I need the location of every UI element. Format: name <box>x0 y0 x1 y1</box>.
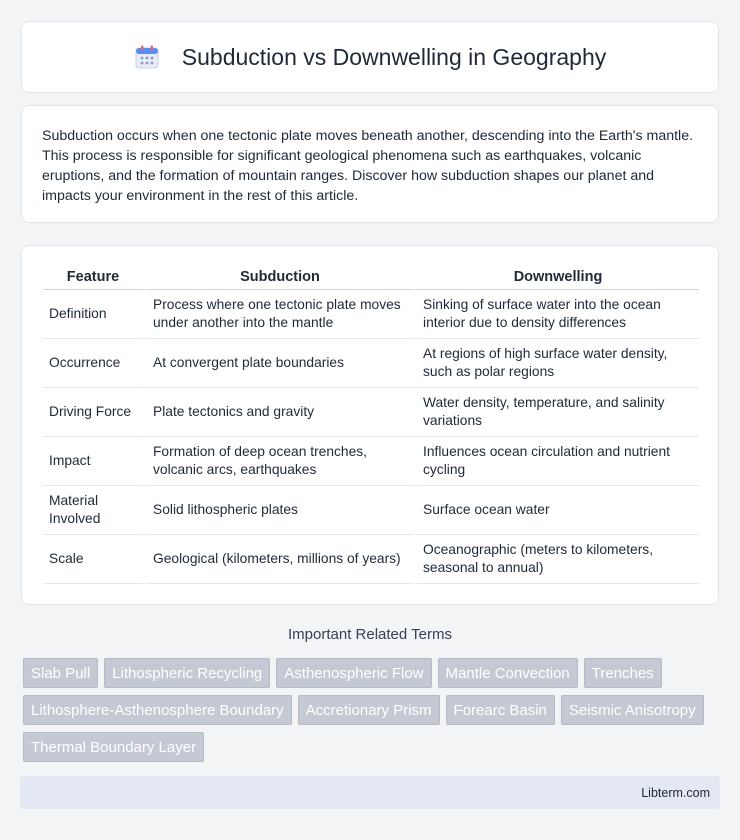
row-subduction: At convergent plate boundaries <box>143 339 413 388</box>
related-term-tag[interactable]: Lithospheric Recycling <box>104 658 270 688</box>
header-subduction: Subduction <box>143 266 413 290</box>
related-term-tag[interactable]: Mantle Convection <box>438 658 578 688</box>
row-subduction: Formation of deep ocean trenches, volcanic arcs, earthquakes <box>143 437 413 486</box>
row-downwelling: Oceanographic (meters to kilometers, seasonal to annual) <box>413 535 699 584</box>
row-downwelling: Surface ocean water <box>413 486 699 535</box>
row-subduction: Solid lithospheric plates <box>143 486 413 535</box>
calendar-icon <box>134 44 160 70</box>
related-term-tag[interactable]: Slab Pull <box>23 658 98 688</box>
row-subduction: Geological (kilometers, millions of years) <box>143 535 413 584</box>
comparison-table <box>43 266 699 584</box>
row-feature: Driving Force <box>43 388 143 437</box>
related-term-tag[interactable]: Seismic Anisotropy <box>561 695 704 725</box>
comparison-table-card <box>21 245 719 605</box>
row-subduction: Process where one tectonic plate moves under another into the mantle <box>143 290 413 339</box>
row-feature: Definition <box>43 290 143 339</box>
related-term-tag[interactable]: Forearc Basin <box>446 695 555 725</box>
related-terms-title: Important Related Terms <box>288 626 452 643</box>
intro-text: Subduction occurs when one tectonic plate moves beneath another, descending into the Earth's mantle. This process is responsible for significant geological phenomena such as earthquakes, volcanic eruptions, and the formation of mountain ranges. Discover how subduction shapes our planet and impacts your environment in the rest of this article. <box>42 128 694 204</box>
header-card <box>21 21 719 93</box>
header-feature: Feature <box>43 266 143 290</box>
footer <box>20 776 720 809</box>
footer-site-link[interactable]: Libterm.com <box>641 785 710 800</box>
row-downwelling: Sinking of surface water into the ocean interior due to density differences <box>413 290 699 339</box>
row-feature: Material Involved <box>43 486 143 535</box>
related-terms-list <box>23 658 723 762</box>
row-downwelling: At regions of high surface water density, such as polar regions <box>413 339 699 388</box>
header-downwelling: Downwelling <box>413 266 699 290</box>
related-term-tag[interactable]: Lithosphere-Asthenosphere Boundary <box>23 695 292 725</box>
table-header-row <box>43 266 699 290</box>
related-term-tag[interactable]: Trenches <box>584 658 662 688</box>
table-row <box>43 486 699 535</box>
row-subduction: Plate tectonics and gravity <box>143 388 413 437</box>
related-term-tag[interactable]: Accretionary Prism <box>298 695 440 725</box>
row-feature: Scale <box>43 535 143 584</box>
related-term-tag[interactable]: Asthenospheric Flow <box>276 658 431 688</box>
row-feature: Impact <box>43 437 143 486</box>
row-downwelling: Influences ocean circulation and nutrient cycling <box>413 437 699 486</box>
related-term-tag[interactable]: Thermal Boundary Layer <box>23 732 204 762</box>
page-title: Subduction vs Downwelling in Geography <box>181 43 607 70</box>
table-row <box>43 535 699 584</box>
row-downwelling: Water density, temperature, and salinity variations <box>413 388 699 437</box>
table-row <box>43 290 699 339</box>
row-feature: Occurrence <box>43 339 143 388</box>
table-row <box>43 339 699 388</box>
intro-card <box>21 105 719 223</box>
table-row <box>43 388 699 437</box>
table-row <box>43 437 699 486</box>
